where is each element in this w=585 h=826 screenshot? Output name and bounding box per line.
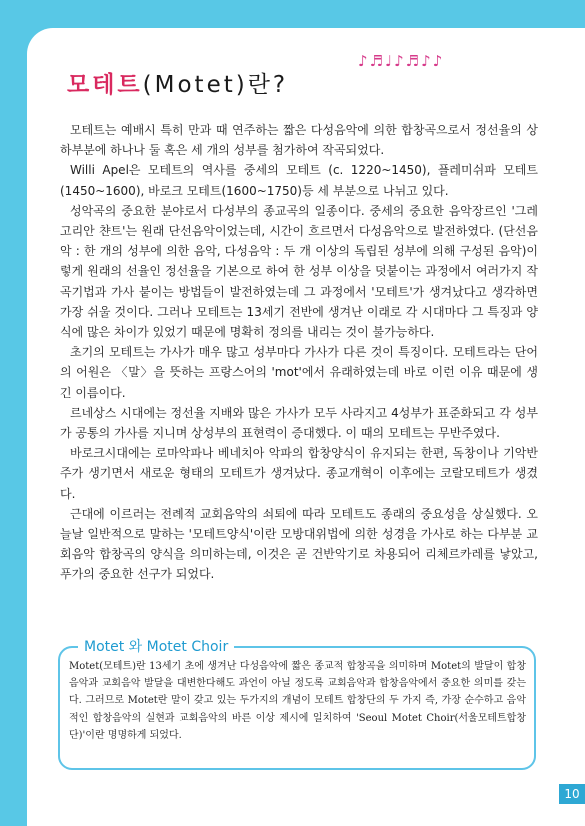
info-box	[58, 646, 536, 770]
paragraph-4: 초기의 모테트는 가사가 매우 많고 성부마다 가사가 다른 것이 특징이다. 모테트라는 단어의 어원은 〈말〉을 뜻하는 프랑스어의 'mot'에서 유래하였는데 바로 이런 이유 때문에 생긴 이름이다.	[60, 345, 538, 400]
paragraph-7: 근대에 이르러는 전례적 교회음악의 쇠퇴에 따라 모테트도 종래의 중요성을 상실했다. 오늘날 일반적으로 말하는 '모테트양식'이란 모방대위법에 의한 성경을 가사로 하는 다부분 교회음악 합창곡의 양식을 의미하는데, 이것은 곧 건반악기로 차용되어 리체르카레를 낳았고, 푸가의 중요한 선구가 되었다.	[60, 506, 538, 582]
page-number: 10	[559, 784, 585, 804]
music-notes-icon: ♪♬♩♪♬♪♪	[358, 52, 445, 70]
paragraph-5: 르네상스 시대에는 정선율 지배와 많은 가사가 모두 사라지고 4성부가 표준화되고 각 성부가 공통의 가사를 지니며 상성부의 표현력이 증대했다. 이 때의 모테트는 무반주였다.	[60, 405, 538, 441]
paragraph-1: 모테트는 예배시 특히 만과 때 연주하는 짧은 다성음악에 의한 합창곡으로서 정선율의 상하부분에 하나나 둘 혹은 세 개의 성부를 첨가하여 작곡되었다.	[60, 123, 538, 158]
paragraph-6: 바로크시대에는 로마악파나 베네치아 악파의 합창양식이 유지되는 한편, 독창이나 기악반주가 생기면서 새로운 형태의 모테트가 생겨났다. 종교개혁이 이후에는 코랄모테트가 생겼다.	[60, 446, 538, 501]
page-title	[67, 66, 288, 99]
body-text	[60, 120, 538, 585]
paragraph-2: Willi Apel은 모테트의 역사를 중세의 모테트 (c. 1220~1450), 플레미쉬파 모테트(1450~1600), 바로크 모테트(1600~1750)등 세 부분으로 나뉘고 있다.	[60, 163, 538, 198]
info-box-text: Motet(모테트)란 13세기 초에 생겨난 다성음악에 짧은 종교적 합창곡을 의미하며 Motet의 발달이 합창음악과 교회음악 발달을 대변한다해도 과언이 아닐 정도록 교회음악과 합창음악에서 중요한 의미를 갖는다. 그러므로 Motet란 말이 갖고 있는 두가지의 개념이 모테트 합창단의 두 가지 즉, 가장 순수하고 음악적인 합창음악의 실현과 교회음악의 바른 이상 제시에 일치하여 'Seoul Motet Choir(서울모테트합창단)'이란 명명하게 되었다.	[69, 661, 526, 741]
paragraph-3: 성악곡의 중요한 분야로서 다성부의 종교곡의 일종이다. 중세의 중요한 음악장르인 '그레고리안 챤트'는 원래 단선음악이었는데, 시간이 흐르면서 다성음악으로 발전하였다. (단선음악 : 한 개의 성부에 의한 음악, 다성음악 : 두 개 이상의 독립된 성부에 의해 구성된 음악)이렇게 원래의 선율인 정선율을 기본으로 하여 한 성부 이상을 덧붙이는 과정에서 여러가지 작곡기법과 가사 붙이는 방법들이 발전하였는데 그 과정에서 '모테트'가 생겨났다고 생각하면 가장 쉬울 것이다. 그러나 모테트는 13세기 전반에 생겨난 이래로 각 시대마다 그 특징과 양식에 많은 차이가 있었기 때문에 명확히 정의를 내리는 것이 불가능하다.	[60, 203, 538, 340]
info-box-label: Motet 와 Motet Choir	[78, 637, 234, 657]
title-rest: (Motet)란?	[142, 72, 289, 98]
title-keyword: 모테트	[67, 72, 143, 98]
